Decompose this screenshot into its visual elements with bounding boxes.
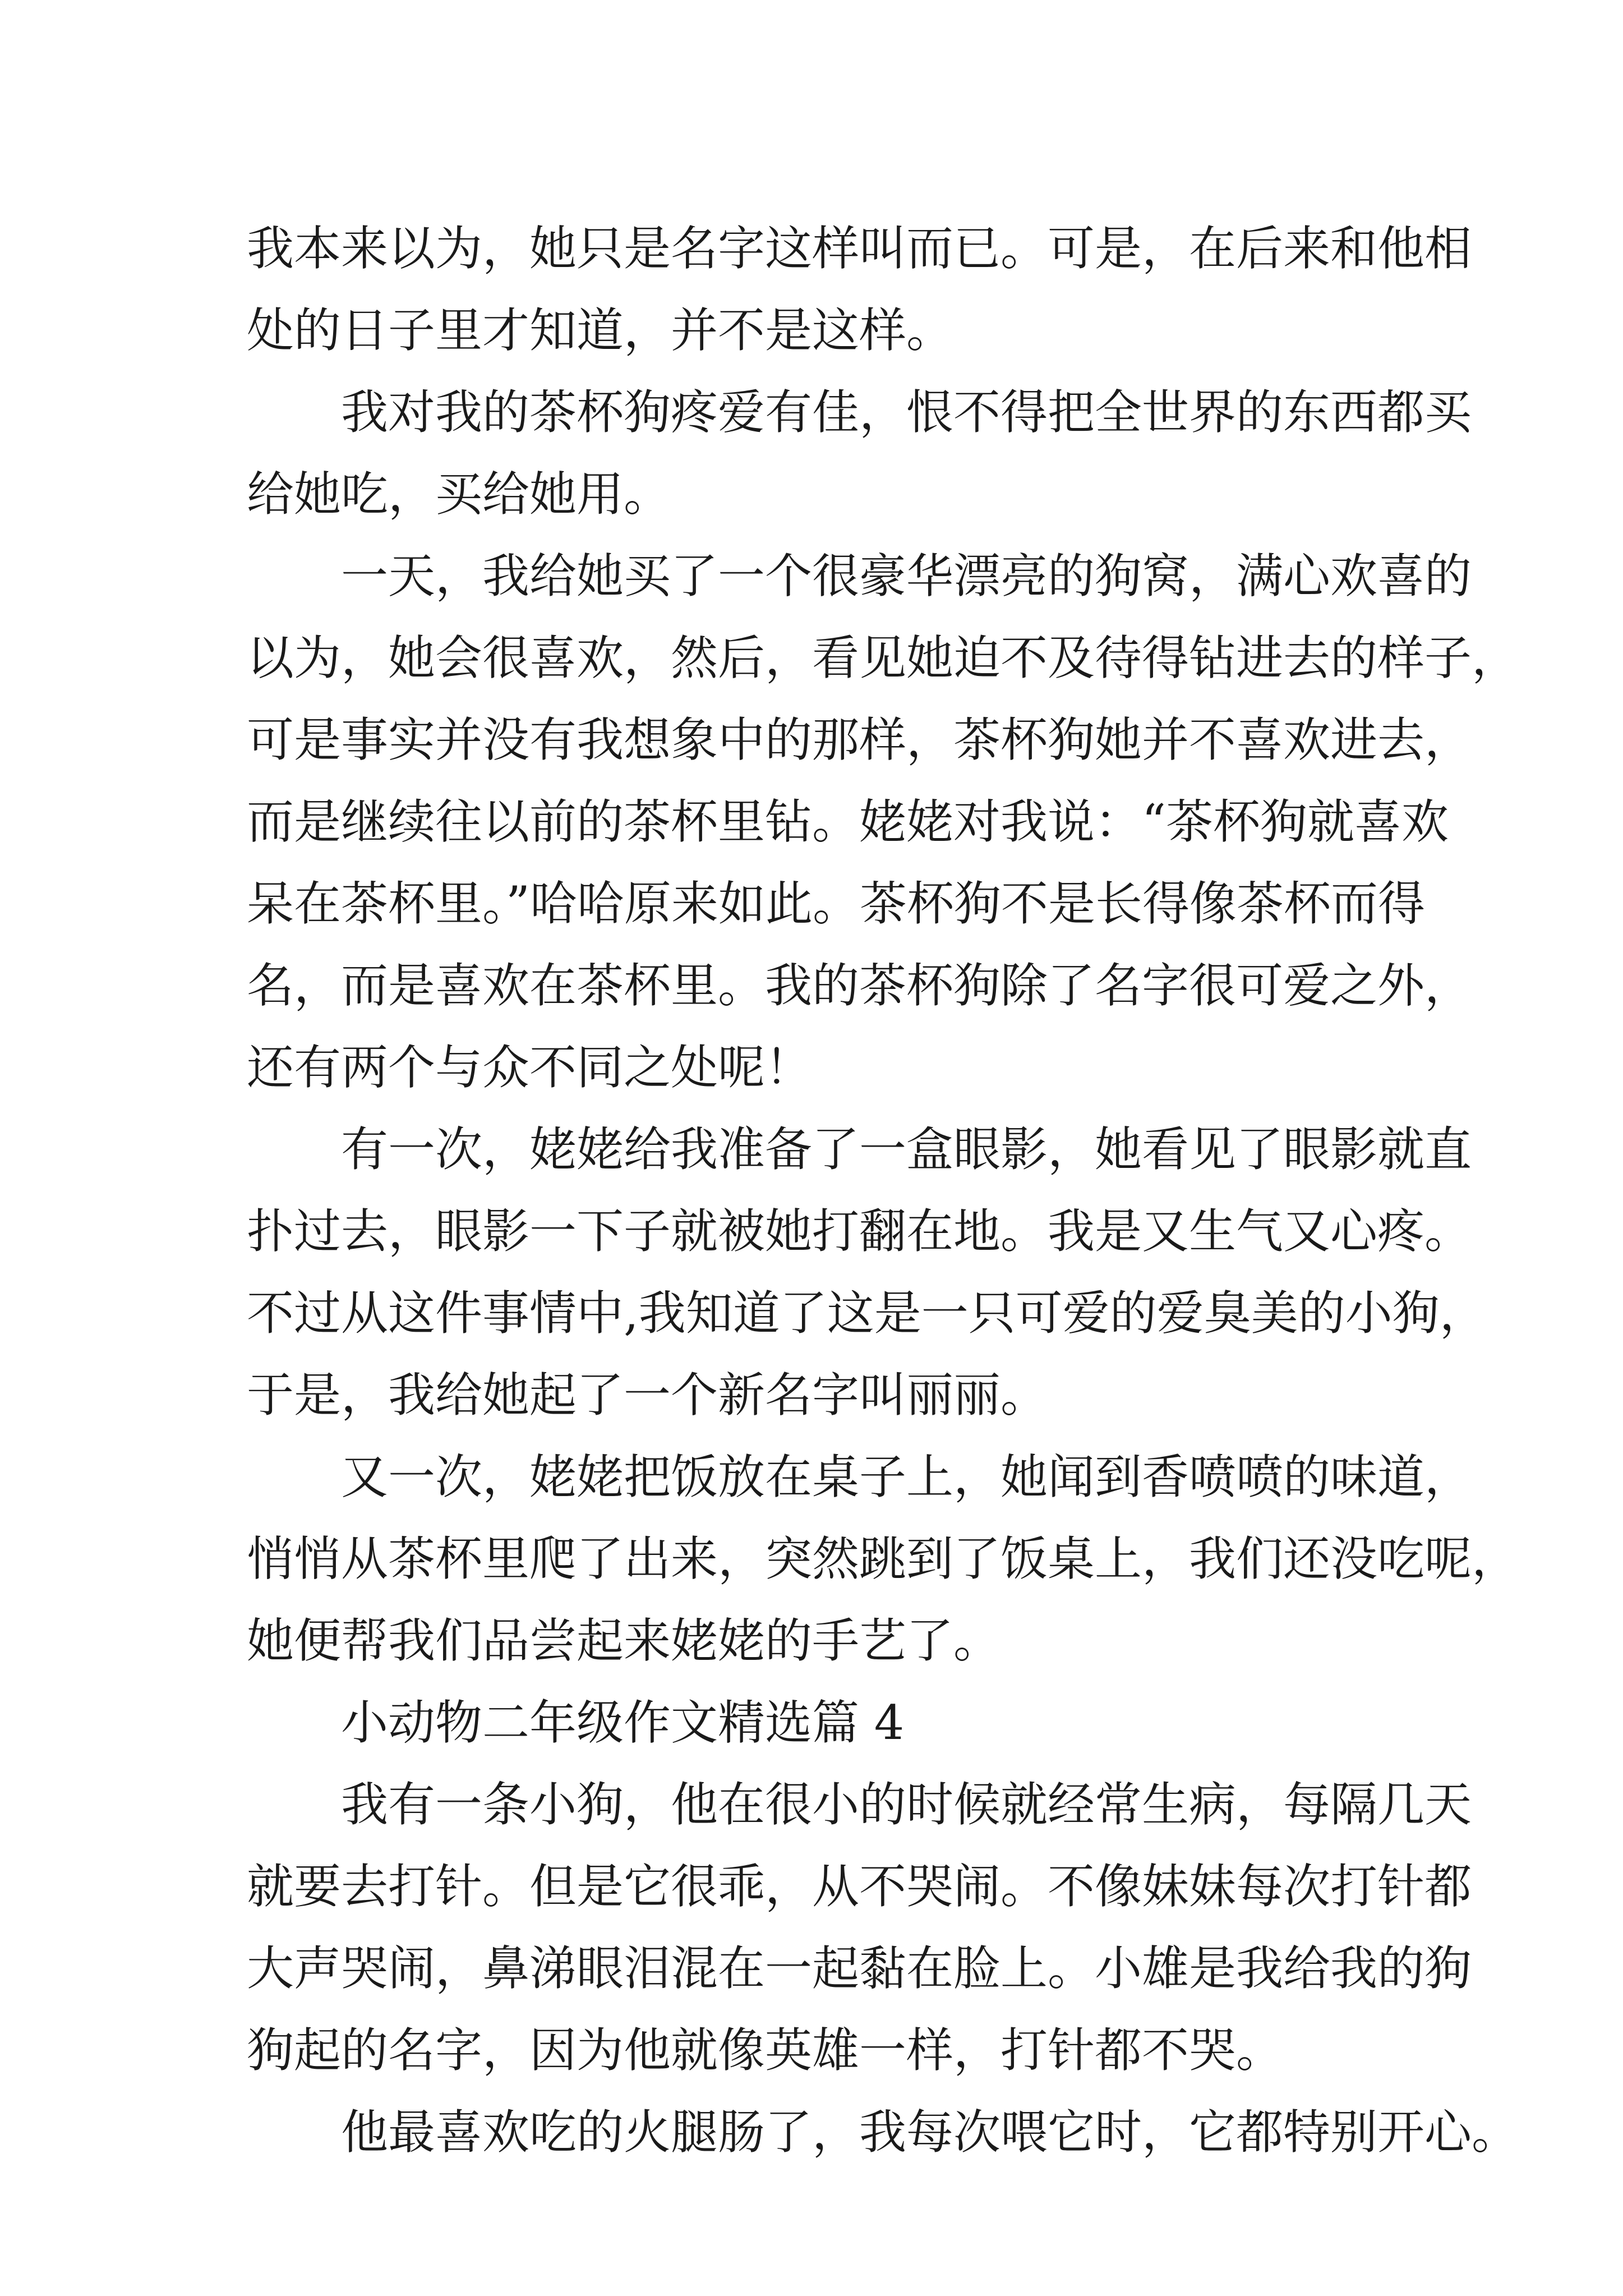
- text-line: 而是继续往以前的茶杯里钻。姥姥对我说：“茶杯狗就喜欢: [247, 794, 1449, 849]
- text-line: 呆在茶杯里。”哈哈原来如此。茶杯狗不是长得像茶杯而得: [247, 876, 1425, 931]
- paragraph: [247, 2091, 1519, 2173]
- text-line: 不过从这件事情中,我知道了这是一只可爱的爱臭美的小狗，: [247, 1286, 1487, 1341]
- text-line: 一天，我给她买了一个很豪华漂亮的狗窝，满心欢喜的: [341, 549, 1472, 604]
- document-body: [247, 208, 1519, 2173]
- text-line: 还有两个与众不同之处呢！: [247, 1040, 813, 1095]
- text-line: 我本来以为，她只是名字这样叫而已。可是，在后来和他相: [247, 221, 1472, 276]
- text-line: 名，而是喜欢在茶杯里。我的茶杯狗除了名字很可爱之外，: [247, 958, 1472, 1013]
- text-line: 有一次，姥姥给我准备了一盒眼影，她看见了眼影就直: [341, 1122, 1472, 1177]
- text-line: 扑过去，眼影一下子就被她打翻在地。我是又生气又心疼。: [247, 1204, 1472, 1259]
- text-line: 大声哭闹，鼻涕眼泪混在一起黏在脸上。小雄是我给我的狗: [247, 1941, 1472, 1996]
- paragraph: [247, 1108, 1487, 1436]
- text-line: 小动物二年级作文精选篇 4: [341, 1695, 905, 1750]
- paragraph: [247, 208, 1472, 371]
- text-line: 就要去打针。但是它很乖，从不哭闹。不像妹妹每次打针都: [247, 1859, 1472, 1914]
- text-line: 悄悄从茶杯里爬了出来，突然跳到了饭桌上，我们还没吃呢，: [247, 1531, 1519, 1586]
- text-line: 她便帮我们品尝起来姥姥的手艺了。: [247, 1613, 1001, 1668]
- text-line: 他最喜欢吃的火腿肠了，我每次喂它时，它都特别开心。: [341, 2105, 1519, 2160]
- text-line: 于是，我给她起了一个新名字叫丽丽。: [247, 1368, 1048, 1423]
- text-line: 我对我的茶杯狗疼爱有佳，恨不得把全世界的东西都买: [341, 385, 1472, 440]
- text-line: 我有一条小狗，他在很小的时候就经常生病，每隔几天: [341, 1777, 1472, 1832]
- paragraph: [247, 1436, 1519, 1682]
- text-line: 狗起的名字，因为他就像英雄一样，打针都不哭。: [247, 2023, 1284, 2078]
- text-line: 给她吃，买给她用。: [247, 467, 671, 522]
- text-line: 以为，她会很喜欢，然后，看见她迫不及待得钻进去的样子，: [247, 631, 1519, 685]
- paragraph: [247, 1764, 1472, 2091]
- paragraph: [247, 371, 1472, 535]
- text-line: 处的日子里才知道，并不是这样。: [247, 303, 954, 358]
- text-line: 可是事实并没有我想象中的那样，茶杯狗她并不喜欢进去，: [247, 712, 1472, 767]
- paragraph: [247, 1682, 1380, 1764]
- paragraph: [247, 535, 1519, 1108]
- text-line: 又一次，姥姥把饭放在桌子上，她闻到香喷喷的味道，: [341, 1450, 1472, 1504]
